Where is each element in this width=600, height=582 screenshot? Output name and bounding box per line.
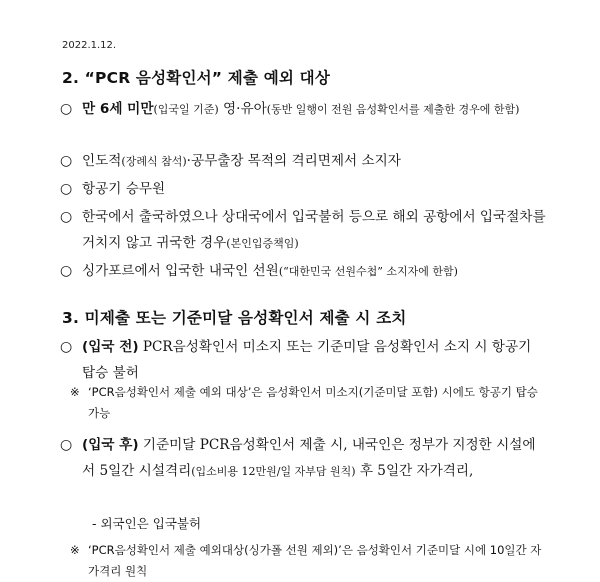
bullet-circle: ○ bbox=[60, 181, 73, 197]
list-item bbox=[60, 176, 546, 202]
section-3-heading: 3. 미제출 또는 기준미달 음성확인서 제출 시 조치 bbox=[62, 309, 407, 327]
small-note: (입소비용 12만원/일 자부담 원칙) bbox=[191, 465, 356, 478]
bullet-circle: ○ bbox=[60, 339, 73, 355]
item-text: ·공무출장 목적의 격리면제서 소지자 bbox=[186, 153, 401, 169]
note-text: ‘PCR음성확인서 제출 예외대상(싱가폴 선원 제외)’은 음성확인서 기준미달 시에 10일간 자가격리 원칙 bbox=[88, 543, 542, 578]
section-2-heading: 2. “PCR 음성확인서” 제출 예외 대상 bbox=[62, 69, 331, 87]
note-mark: ※ bbox=[70, 543, 80, 557]
note bbox=[70, 540, 548, 582]
emphasis-text: (입국 후) bbox=[82, 437, 139, 453]
list-item bbox=[60, 204, 546, 257]
bullet-circle: ○ bbox=[60, 153, 73, 169]
bullet-circle: ○ bbox=[60, 263, 73, 279]
item-text: 싱가포르에서 입국한 내국인 선원 bbox=[82, 263, 279, 279]
bullet-circle: ○ bbox=[60, 101, 73, 117]
emphasis-text: 만 6세 미만 bbox=[82, 101, 154, 117]
item-text: 기준미달 PCR음성확인서 제출 시, 내국인은 정부가 지정한 시설에서 5일간 시설격리 bbox=[82, 437, 536, 479]
small-note: (“대한민국 선원수첩” 소지자에 한함) bbox=[278, 265, 458, 278]
list-item bbox=[60, 148, 546, 175]
emphasis-text: (입국 전) bbox=[82, 339, 139, 355]
list-item bbox=[60, 334, 546, 386]
item-text: 인도적 bbox=[82, 153, 122, 169]
note bbox=[70, 382, 548, 424]
bullet-circle: ○ bbox=[60, 437, 73, 453]
note-text: ‘PCR음성확인서 제출 예외 대상’은 음성확인서 미소지(기준미달 포함) 시에도 항공기 탑승 가능 bbox=[88, 385, 538, 420]
item-text: 항공기 승무원 bbox=[82, 181, 166, 197]
list-item bbox=[60, 258, 546, 285]
small-note: (입국일 기준) bbox=[153, 103, 219, 116]
small-note: (동반 일행이 전원 음성확인서를 제출한 경우에 한함) bbox=[266, 103, 520, 116]
item-text: 후 5일간 자가격리, bbox=[355, 463, 474, 479]
note-mark: ※ bbox=[70, 385, 80, 399]
list-item bbox=[60, 432, 546, 485]
small-note: (장례식 참석) bbox=[121, 155, 187, 168]
document-date: 2022.1.12. bbox=[62, 40, 117, 51]
small-note: (본인입증책임) bbox=[226, 237, 299, 250]
sub-item: - 외국인은 입국불허 bbox=[92, 516, 202, 531]
bullet-circle: ○ bbox=[60, 209, 73, 225]
item-text: PCR음성확인서 미소지 또는 기준미달 음성확인서 소지 시 항공기 탑승 불허 bbox=[82, 339, 532, 381]
list-item bbox=[60, 96, 546, 123]
item-text: 영·유아 bbox=[218, 101, 267, 117]
item-text: 한국에서 출국하였으나 상대국에서 입국불허 등으로 해외 공항에서 입국절차를 거치지 않고 귀국한 경우 bbox=[82, 209, 546, 251]
